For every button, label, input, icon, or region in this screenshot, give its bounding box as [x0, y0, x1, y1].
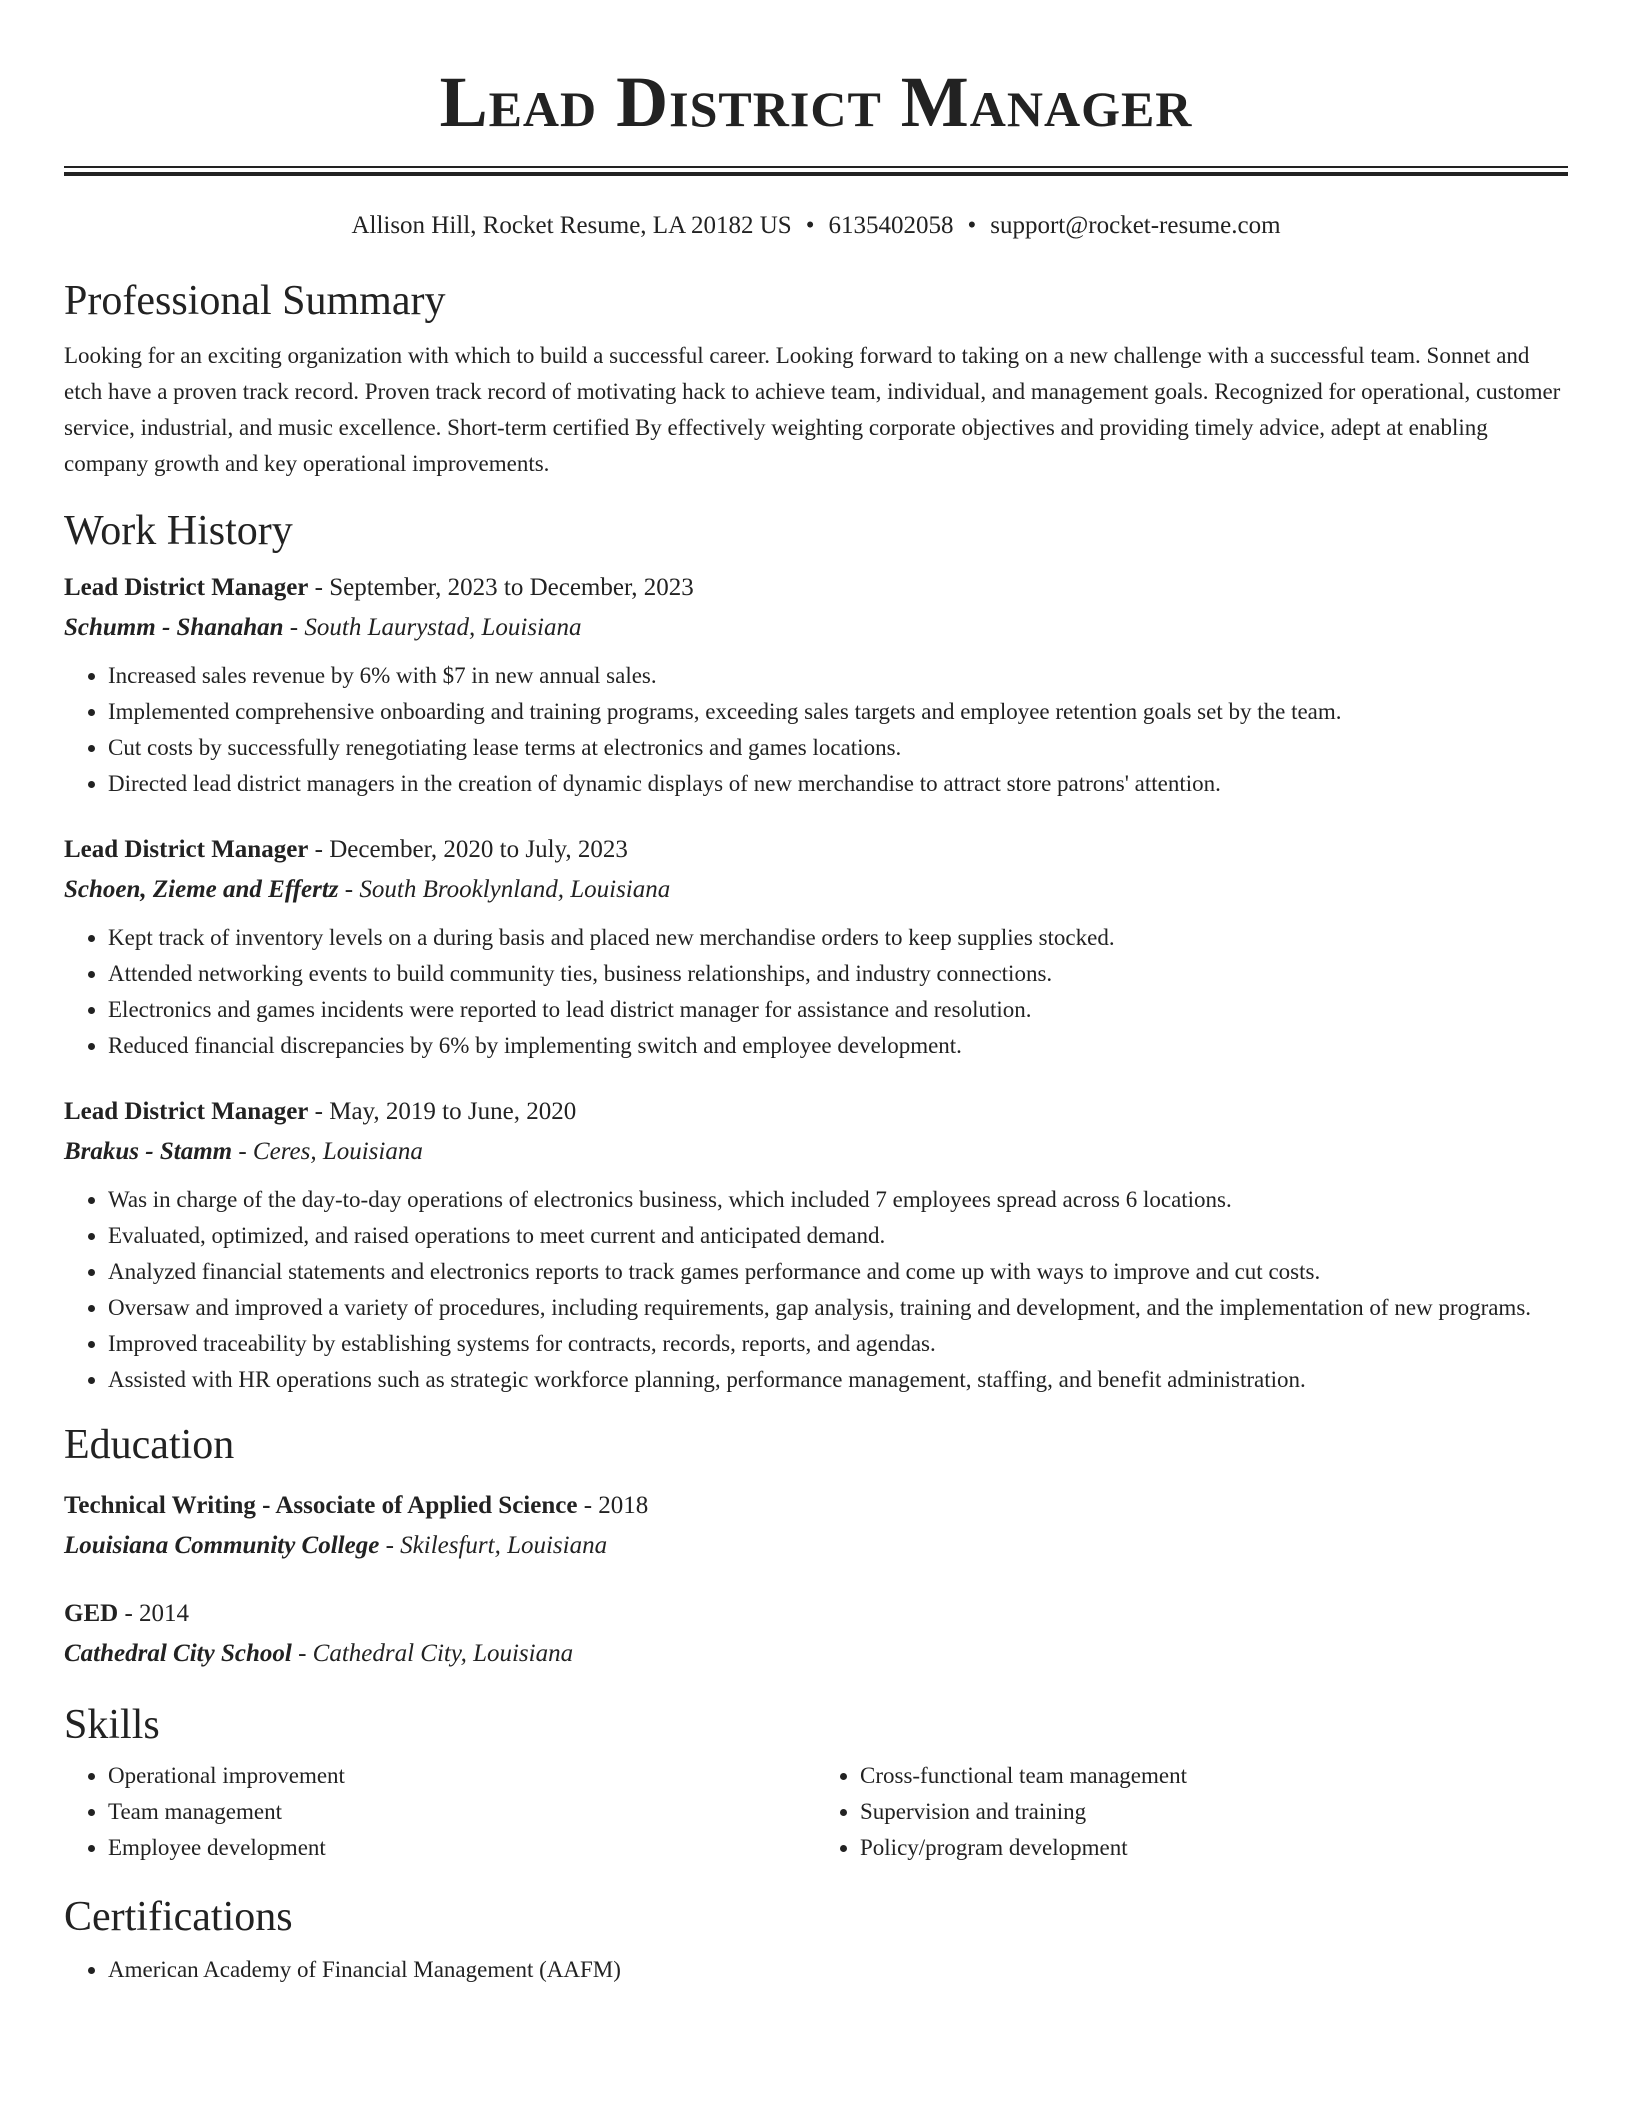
education-location: - Cathedral City, Louisiana	[291, 1640, 574, 1667]
contact-email: support@rocket-resume.com	[990, 212, 1281, 239]
list-item: • Policy/program development	[860, 1830, 1568, 1866]
education-year: - 2018	[577, 1492, 649, 1519]
certifications-heading: Certifications	[64, 1894, 293, 1940]
list-item: • Cross-functional team management	[860, 1758, 1568, 1794]
education-degree-line	[64, 1594, 1568, 1634]
job-dates: - September, 2023 to December, 2023	[308, 574, 694, 601]
job-title: Lead District Manager	[64, 574, 309, 601]
work-history-section	[64, 506, 1568, 1398]
contact-separator: •	[805, 212, 815, 239]
job-title: Lead District Manager	[64, 836, 309, 863]
job-location: - South Laurystad, Louisiana	[283, 614, 582, 641]
list-item: • Operational improvement	[108, 1758, 816, 1794]
certifications-list	[64, 1952, 1568, 1988]
resume-page	[64, 0, 1568, 1988]
education-school-line	[64, 1634, 1568, 1674]
education-school-line	[64, 1526, 1568, 1566]
job-company-line	[64, 1132, 1568, 1172]
job-company: Schoen, Zieme and Effertz	[64, 876, 339, 903]
skills-list-left	[64, 1758, 816, 1866]
list-item: • Employee development	[108, 1830, 816, 1866]
certifications-section	[64, 1892, 1568, 1988]
job-company-line	[64, 870, 1568, 910]
job-entry	[64, 568, 1568, 802]
job-bullets	[64, 1182, 1568, 1398]
list-item: • Oversaw and improved a variety of procedures, including requirements, gap analysis, training and development, and the implementation of new programs.	[108, 1290, 1568, 1326]
list-item: • Implemented comprehensive onboarding and training programs, exceeding sales targets and employee retention goals set by the team.	[108, 694, 1568, 730]
title-double-rule	[64, 166, 1568, 176]
job-title-line	[64, 568, 1568, 608]
job-bullets	[64, 920, 1568, 1064]
resume-title: Lead District Manager	[439, 62, 1193, 142]
work-history-heading: Work History	[64, 508, 293, 554]
skills-heading: Skills	[64, 1702, 160, 1748]
skills-section	[64, 1700, 1568, 1866]
contact-address: Allison Hill, Rocket Resume, LA 20182 US	[351, 212, 792, 239]
list-item: • Analyzed financial statements and electronics reports to track games performance and come up with ways to improve and cut costs.	[108, 1254, 1568, 1290]
list-item: • Attended networking events to build community ties, business relationships, and industry connections.	[108, 956, 1568, 992]
skills-list-right	[816, 1758, 1568, 1866]
job-dates: - May, 2019 to June, 2020	[308, 1098, 577, 1125]
job-bullets	[64, 658, 1568, 802]
job-company: Brakus - Stamm	[64, 1138, 233, 1165]
contact-separator: •	[967, 212, 977, 239]
education-section	[64, 1420, 1568, 1674]
list-item: • Team management	[108, 1794, 816, 1830]
job-entry	[64, 1092, 1568, 1398]
job-company-line	[64, 608, 1568, 648]
education-location: - Skilesfurt, Louisiana	[379, 1532, 608, 1559]
summary-section	[64, 276, 1568, 482]
education-school: Cathedral City School	[64, 1640, 292, 1667]
list-item: • Evaluated, optimized, and raised operations to meet current and anticipated demand.	[108, 1218, 1568, 1254]
education-entry	[64, 1486, 1568, 1566]
list-item: • Improved traceability by establishing systems for contracts, records, reports, and agendas.	[108, 1326, 1568, 1362]
job-title-line	[64, 1092, 1568, 1132]
skills-columns	[64, 1758, 1568, 1866]
summary-text: Looking for an exciting organization with which to build a successful career. Looking forward to taking on a new challenge with a successful team. Sonnet and etch have a proven track record. Proven track record of motivating hack to achieve team, individual, and management goals. Recognized for operational, customer service, industrial, and music excellence. Short-term certified By effectively weighting corporate objectives and providing timely advice, adept at enabling company growth and key operational improvements.	[64, 343, 1561, 476]
list-item: • Electronics and games incidents were reported to lead district manager for assistance and resolution.	[108, 992, 1568, 1028]
list-item: • Assisted with HR operations such as strategic workforce planning, performance management, staffing, and benefit administration.	[108, 1362, 1568, 1398]
job-location: - Ceres, Louisiana	[232, 1138, 423, 1165]
education-heading: Education	[64, 1422, 235, 1468]
list-item: • Was in charge of the day-to-day operations of electronics business, which included 7 employees spread across 6 locations.	[108, 1182, 1568, 1218]
list-item: • Cut costs by successfully renegotiating lease terms at electronics and games locations.	[108, 730, 1568, 766]
contact-line	[64, 208, 1568, 244]
education-entry	[64, 1594, 1568, 1674]
list-item: • Directed lead district managers in the creation of dynamic displays of new merchandise to attract store patrons' attention.	[108, 766, 1568, 802]
list-item: • Kept track of inventory levels on a during basis and placed new merchandise orders to keep supplies stocked.	[108, 920, 1568, 956]
education-year: - 2014	[118, 1600, 190, 1627]
education-school: Louisiana Community College	[64, 1532, 380, 1559]
job-dates: - December, 2020 to July, 2023	[308, 836, 628, 863]
job-title: Lead District Manager	[64, 1098, 309, 1125]
list-item: • Increased sales revenue by 6% with $7 in new annual sales.	[108, 658, 1568, 694]
job-company: Schumm - Shanahan	[64, 614, 284, 641]
summary-heading: Professional Summary	[64, 278, 446, 324]
contact-phone: 6135402058	[828, 212, 954, 239]
list-item: • American Academy of Financial Management (AAFM)	[108, 1952, 1568, 1988]
job-location: - South Brooklynland, Louisiana	[338, 876, 671, 903]
job-entry	[64, 830, 1568, 1064]
education-degree: Technical Writing - Associate of Applied Science	[64, 1492, 578, 1519]
job-title-line	[64, 830, 1568, 870]
education-degree: GED	[64, 1600, 119, 1627]
list-item: • Reduced financial discrepancies by 6% by implementing switch and employee development.	[108, 1028, 1568, 1064]
list-item: • Supervision and training	[860, 1794, 1568, 1830]
education-degree-line	[64, 1486, 1568, 1526]
